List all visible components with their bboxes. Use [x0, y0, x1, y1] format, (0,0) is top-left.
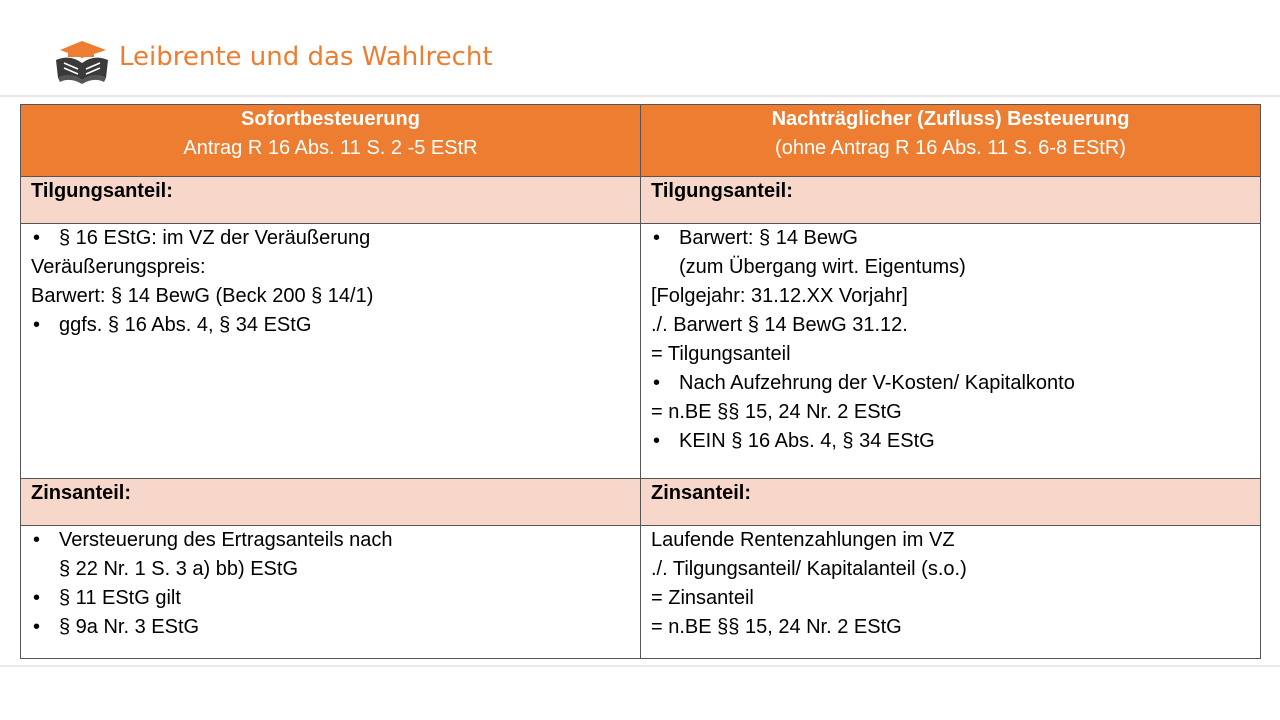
column-title: Nachträglicher (Zufluss) Besteuerung — [771, 108, 1130, 130]
list-item: • Versteuerung des Ertragsanteils nach — [31, 526, 630, 555]
list-item: • KEIN § 16 Abs. 4, § 34 EStG — [651, 427, 1250, 456]
graduation-book-icon — [54, 38, 110, 86]
text-line: (zum Übergang wirt. Eigentums) — [679, 256, 966, 278]
list-item: • § 9a Nr. 3 EStG — [31, 613, 630, 642]
text-line: = n.BE §§ 15, 24 Nr. 2 EStG — [651, 616, 902, 638]
cell-tilgung-nachtraeglich — [641, 224, 1261, 479]
bullet-marker: • — [33, 587, 41, 609]
section-label: Zinsanteil: — [21, 479, 641, 526]
cell-zins-nachtraeglich — [641, 526, 1261, 659]
text-line: Barwert: § 14 BewG (Beck 200 § 14/1) — [31, 285, 374, 307]
slide-title: Leibrente und das Wahlrecht — [119, 42, 493, 72]
table-row-zins — [21, 526, 1261, 659]
section-label: Tilgungsanteil: — [21, 177, 641, 224]
bullet-marker: • — [653, 430, 661, 452]
cell-zins-sofort — [21, 526, 641, 659]
bullet-marker: • — [653, 227, 661, 249]
header-divider — [0, 95, 1280, 97]
text-line: [Folgejahr: 31.12.XX Vorjahr] — [651, 285, 908, 307]
table-header-row — [21, 105, 1261, 177]
list-item: • § 11 EStG gilt — [31, 584, 630, 613]
text-line: Laufende Rentenzahlungen im VZ — [651, 529, 955, 551]
section-label: Zinsanteil: — [641, 479, 1261, 526]
section-row-tilgung — [21, 177, 1261, 224]
column-subtitle: Antrag R 16 Abs. 11 S. 2 -5 EStR — [183, 137, 478, 159]
list-item: • Nach Aufzehrung der V-Kosten/ Kapitalkonto — [651, 369, 1250, 398]
text-line: = n.BE §§ 15, 24 Nr. 2 EStG — [651, 401, 902, 423]
section-label: Tilgungsanteil: — [641, 177, 1261, 224]
column-subtitle: (ohne Antrag R 16 Abs. 11 S. 6-8 EStR) — [775, 137, 1126, 159]
table-row-tilgung — [21, 224, 1261, 479]
list-item: • § 16 EStG: im VZ der Veräußerung — [31, 224, 630, 253]
column-header-nachtraeglich — [641, 105, 1261, 177]
cell-tilgung-sofort — [21, 224, 641, 479]
slide-header — [0, 0, 1280, 96]
column-title: Sofortbesteuerung — [241, 108, 420, 130]
text-line: Veräußerungspreis: — [31, 256, 206, 278]
text-line: ./. Barwert § 14 BewG 31.12. — [651, 314, 908, 336]
bullet-marker: • — [33, 529, 41, 551]
list-item: • ggfs. § 16 Abs. 4, § 34 EStG — [31, 311, 630, 340]
text-line: = Zinsanteil — [651, 587, 754, 609]
comparison-table — [20, 104, 1261, 659]
footer-divider — [0, 665, 1280, 667]
column-header-sofort — [21, 105, 641, 177]
text-line: = Tilgungsanteil — [651, 343, 791, 365]
section-row-zins — [21, 479, 1261, 526]
bullet-marker: • — [653, 372, 661, 394]
list-item: • Barwert: § 14 BewG — [651, 224, 1250, 253]
text-line: ./. Tilgungsanteil/ Kapitalanteil (s.o.) — [651, 558, 967, 580]
text-line: § 22 Nr. 1 S. 3 a) bb) EStG — [59, 558, 299, 580]
bullet-marker: • — [33, 227, 41, 249]
bullet-marker: • — [33, 314, 41, 336]
bullet-marker: • — [33, 616, 41, 638]
